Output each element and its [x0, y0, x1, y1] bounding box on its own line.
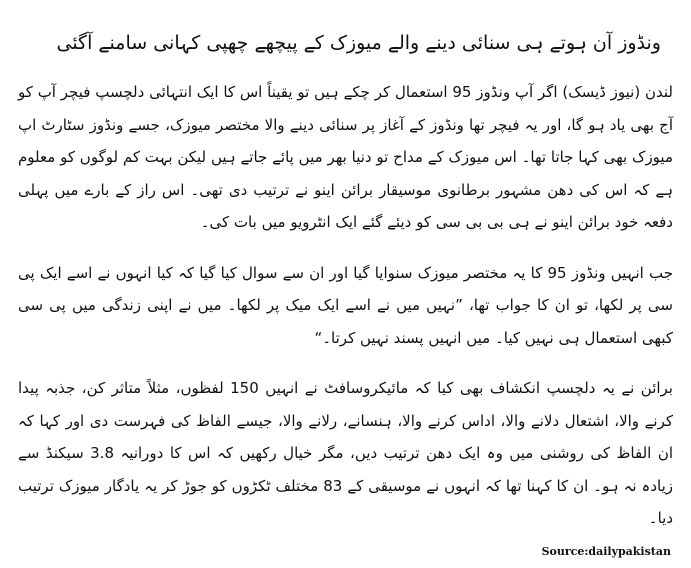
article-paragraph-2: جب انہیں ونڈوز 95 کا یہ مختصر میوزک سنوایا گیا اور ان سے سوال کیا گیا کہ کیا انہوں نے اسے ایک پی سی پر لکھا، تو ان کا جواب تھا، ”نہیں میں نے اسے ایک میک پر لکھا۔ میں نے اپنی زندگی میں پی سی کبھی استعمال ہی نہیں کیا۔ میں انہیں پسند نہیں کرتا۔“ — [18, 263, 673, 347]
article-paragraph-1: لندن (نیوز ڈیسک) اگر آپ ونڈوز 95 استعمال کر چکے ہیں تو یقیناً اس کا ایک انتہائی دلچسپ فیچر آپ کو آج بھی یاد ہو گا، اور یہ فیچر تھا ونڈوز کے آغاز پر سنائی دینے والا مختصر میوزک، جسے ونڈوز سٹارٹ اپ میوزک بھی کہا جاتا تھا۔ اس میوزک کے مداح تو دنیا بھر میں پائے جاتے ہیں لیکن بہت کم لوگوں کو معلوم ہے کہ اس کی دھن مشہور برطانوی موسیقار برائن اینو نے ترتیب دی تھی۔ اس راز کے بارے میں پہلی دفعہ خود برائن اینو نے ہی بی بی سی کو دیئے گئے ایک انٹرویو میں بات کی۔ — [18, 83, 673, 231]
source-credit: Source:dailypakistan — [541, 545, 671, 558]
article-headline: ونڈوز آن ہوتے ہی سنائی دینے والے میوزک کے پیچھے چھپی کہانی سامنے آگئی — [56, 32, 661, 54]
article — [18, 0, 673, 535]
article-paragraph-3: برائن نے یہ دلچسپ انکشاف بھی کیا کہ مائیکروسافٹ نے انہیں 150 لفظوں، مثلاً متاثر کن، جذبہ پیدا کرنے والا، اشتعال دلانے والا، اداس کرنے والا، ہنسانے، رلانے والا، جیسے الفاظ کی فہرست دی اور کہا کہ ان الفاظ کی روشنی میں وہ ایک دھن ترتیب دیں، مگر خیال رکھیں کہ اس کا دورانیہ 3.8 سیکنڈ سے زیادہ نہ ہو۔ ان کا کہنا تھا کہ انہوں نے موسیقی کے 83 مختلف ٹکڑوں کو جوڑ کر یہ یادگار میوزک ترتیب دیا۔ — [18, 379, 673, 527]
